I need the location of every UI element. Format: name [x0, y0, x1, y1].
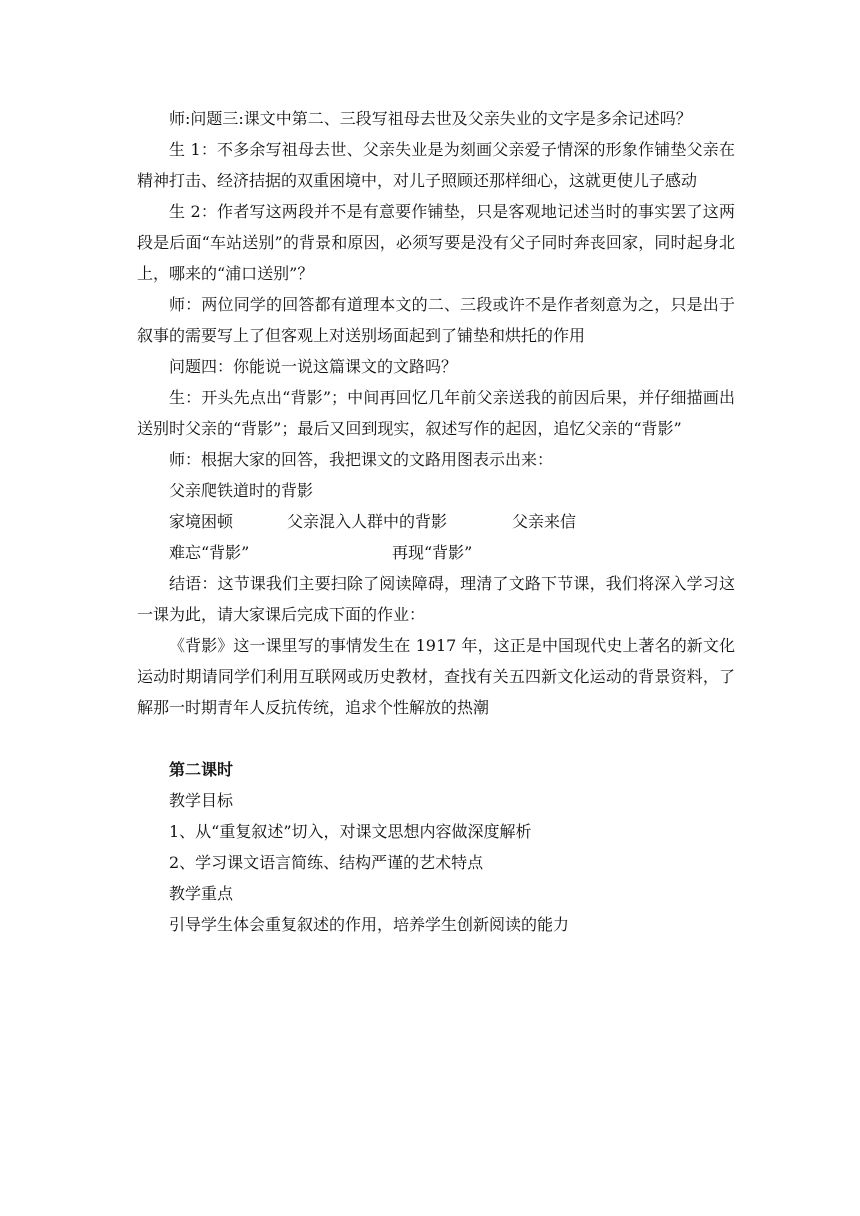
paragraph-student-answer: 生：开头先点出“背影”；中间再回忆几年前父亲送我的前因后果，并仔细描画出送别时父亲的“背影”；最后又回到现实，叙述写作的起因，追忆父亲的“背影” [137, 388, 735, 438]
diagram-row-top [137, 475, 735, 506]
diagram-right-label: 父亲来信 [512, 512, 577, 531]
paragraph-teacher-summary: 师：两位同学的回答都有道理本文的二、三段或许不是作者刻意为之，只是出于叙事的需要写上了但客观上对送别场面起到了铺垫和烘托的作用 [137, 295, 735, 345]
diagram-top-label: 父亲爬铁道时的背影 [169, 481, 314, 500]
paragraph-conclusion: 结语：这节课我们主要扫除了阅读障碍，理清了文路下节课，我们将深入学习这一课为此，请大家课后完成下面的作业： [137, 574, 735, 624]
section-spacer [137, 723, 735, 754]
document-body [137, 103, 735, 940]
diagram-row-bottom [137, 537, 735, 568]
paragraph-question-4: 问题四：你能说一说这篇课文的文路吗？ [169, 357, 458, 376]
section-heading: 第二课时 [169, 760, 234, 779]
paragraph-homework: 《背影》这一课里写的事情发生在 1917 年，这正是中国现代史上著名的新文化运动时期请同学们利用互联网或历史教材，查找有关五四新文化运动的背景资料，了解那一时期青年人反抗传统，追求个性解放的热潮 [137, 636, 735, 717]
goals-title: 教学目标 [169, 791, 234, 810]
diagram-left-label: 家境困顿 [169, 512, 234, 531]
goal-item-2: 2、学习课文语言简练、结构严谨的艺术特点 [169, 853, 484, 872]
focus-text: 引导学生体会重复叙述的作用，培养学生创新阅读的能力 [169, 915, 570, 934]
diagram-bottom-left-label: 难忘“背影” [169, 543, 250, 562]
paragraph-question-3: 师:问题三:课文中第二、三段写祖母去世及父亲失业的文字是多余记述吗？ [169, 109, 692, 128]
diagram-center-label: 父亲混入人群中的背影 [287, 512, 448, 531]
paragraph-teacher-diagram-intro: 师：根据大家的回答，我把课文的文路用图表示出来： [169, 450, 554, 469]
paragraph-student-2: 生 2：作者写这两段并不是有意要作铺垫，只是客观地记述当时的事实罢了这两段是后面“车站送别”的背景和原因，必须写要是没有父子同时奔丧回家，同时起身北上，哪来的“浦口送别”？ [137, 202, 735, 283]
paragraph-student-1: 生 1：不多余写祖母去世、父亲失业是为刻画父亲爱子情深的形象作铺垫父亲在精神打击、经济拮据的双重困境中，对儿子照顾还那样细心，这就更使儿子感动 [137, 140, 735, 190]
goal-item-1: 1、从“重复叙述”切入，对课文思想内容做深度解析 [169, 822, 532, 841]
focus-title: 教学重点 [169, 884, 234, 903]
diagram-bottom-right-label: 再现“背影” [392, 543, 473, 562]
diagram-row-middle [137, 506, 735, 537]
